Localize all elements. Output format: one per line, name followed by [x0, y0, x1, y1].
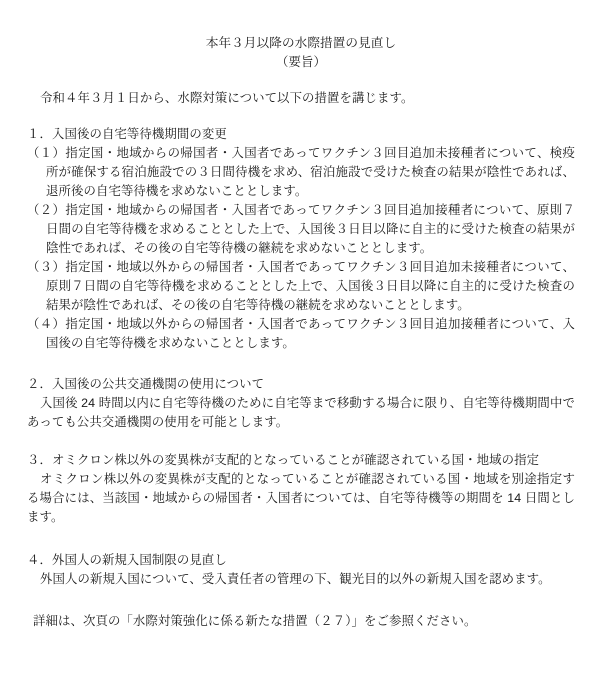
- intro-paragraph: 令和４年３月１日から、水際対策について以下の措置を講じます。: [40, 91, 414, 105]
- section-3-body: オミクロン株以外の変異株が支配的となっていることが確認されている国・地域を別途指定する場合には、当該国・地域からの帰国者・入国者については、自宅等待機等の期間を 14 日間とします。: [27, 472, 575, 524]
- section-3-heading: ３．オミクロン株以外の変異株が支配的となっていることが確認されている国・地域の指定: [27, 453, 540, 467]
- section-1-heading: １．入国後の自宅等待機期間の変更: [27, 127, 227, 141]
- section-1: [27, 125, 575, 353]
- section-2: [27, 375, 575, 432]
- section-4-body: 外国人の新規入国について、受入責任者の管理の下、観光目的以外の新規入国を認めます。: [40, 572, 551, 586]
- section-2-heading: ２．入国後の公共交通機関の使用について: [27, 377, 265, 391]
- footer-note: 詳細は、次頁の「水際対策強化に係る新たな措置（２７）」をご参照ください。: [33, 614, 477, 628]
- section-1-item-2: （２）指定国・地域からの帰国者・入国者であってワクチン３回目追加接種者について、原則７日間の自宅等待機を求めることとした上で、入国後３日目以降に自主的に受けた検査の結果が陰性であれば、その後の自宅等待機の継続を求めないこととします。: [27, 203, 575, 255]
- section-1-item-4: （４）指定国・地域以外からの帰国者・入国者であってワクチン３回目追加接種者について、入国後の自宅等待機を求めないこととします。: [27, 317, 575, 350]
- section-2-body: 入国後 24 時間以内に自宅等待機のために自宅等まで移動する場合に限り、自宅等待機期間中であっても公共交通機関の使用を可能とします。: [27, 396, 575, 429]
- section-1-item-1: （１）指定国・地域からの帰国者・入国者であってワクチン３回目追加未接種者について、検疫所が確保する宿泊施設での３日間待機を求め、宿泊施設で受けた検査の結果が陰性であれば、退所後の自宅等待機を求めないこととします。: [27, 146, 575, 198]
- section-4: [27, 551, 575, 589]
- doc-subtitle: （要旨）: [276, 55, 326, 69]
- section-3: [27, 451, 575, 527]
- section-1-item-3: （３）指定国・地域以外からの帰国者・入国者であってワクチン３回目追加未接種者について、原則７日間の自宅等待機を求めることとした上で、入国後３日目以降に自主的に受けた検査の結果が陰性であれば、その後の自宅等待機の継続を求めないこととします。: [27, 260, 575, 312]
- doc-title: 本年３月以降の水際措置の見直し: [205, 36, 397, 50]
- section-4-heading: ４．外国人の新規入国制限の見直し: [27, 553, 227, 567]
